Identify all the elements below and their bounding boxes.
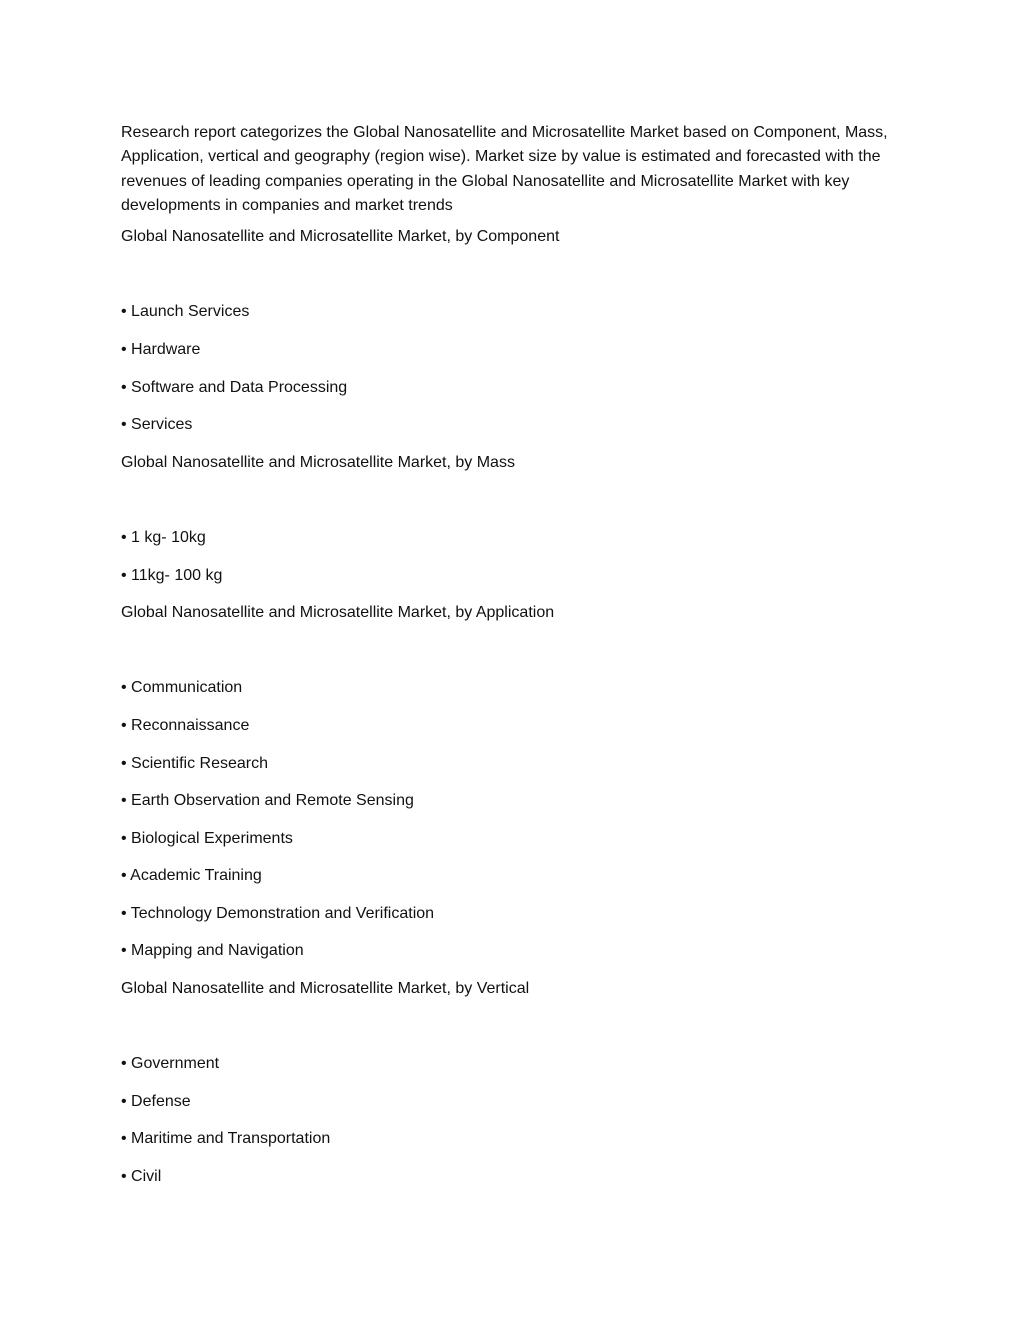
list-item: • Government xyxy=(121,1055,220,1073)
document-body xyxy=(121,121,901,1196)
list-item: • Biological Experiments xyxy=(121,829,293,847)
list-item: • Technology Demonstration and Verification xyxy=(121,904,435,922)
section-mass xyxy=(121,444,901,594)
section-vertical xyxy=(121,970,901,1196)
list-item: • 1 kg- 10kg xyxy=(121,528,206,546)
list-item: • 11kg- 100 kg xyxy=(121,566,223,584)
list-item: • Scientific Research xyxy=(121,754,268,772)
list-item: • Hardware xyxy=(121,340,201,358)
section-heading: Global Nanosatellite and Microsatellite Market, by Mass xyxy=(121,453,515,471)
list-item: • Communication xyxy=(121,679,243,697)
section-heading: Global Nanosatellite and Microsatellite Market, by Vertical xyxy=(121,980,530,998)
list-item: • Software and Data Processing xyxy=(121,378,348,396)
list-item: • Maritime and Transportation xyxy=(121,1130,331,1148)
intro-paragraph: Research report categorizes the Global Nanosatellite and Microsatellite Market based on Component, Mass, Application, vertical and geography (region wise). Market size by value is estimated and forecasted with the revenues of leading companies operating in the Global Nanosatellite and Microsatellite Market with key developments in companies and market trends xyxy=(121,124,888,214)
blank-line xyxy=(121,256,901,294)
list-item: • Launch Services xyxy=(121,303,250,321)
section-component xyxy=(121,218,901,444)
section-heading: Global Nanosatellite and Microsatellite Market, by Application xyxy=(121,604,555,622)
list-item: • Academic Training xyxy=(121,867,262,885)
blank-line xyxy=(121,632,901,670)
list-item: • Civil xyxy=(121,1168,162,1186)
section-heading: Global Nanosatellite and Microsatellite Market, by Component xyxy=(121,228,560,246)
list-item: • Earth Observation and Remote Sensing xyxy=(121,792,414,810)
list-item: • Reconnaissance xyxy=(121,716,250,734)
list-item: • Services xyxy=(121,416,193,434)
list-item: • Mapping and Navigation xyxy=(121,942,304,960)
blank-line xyxy=(121,1008,901,1046)
blank-line xyxy=(121,481,901,519)
list-item: • Defense xyxy=(121,1092,191,1110)
section-application xyxy=(121,594,901,970)
